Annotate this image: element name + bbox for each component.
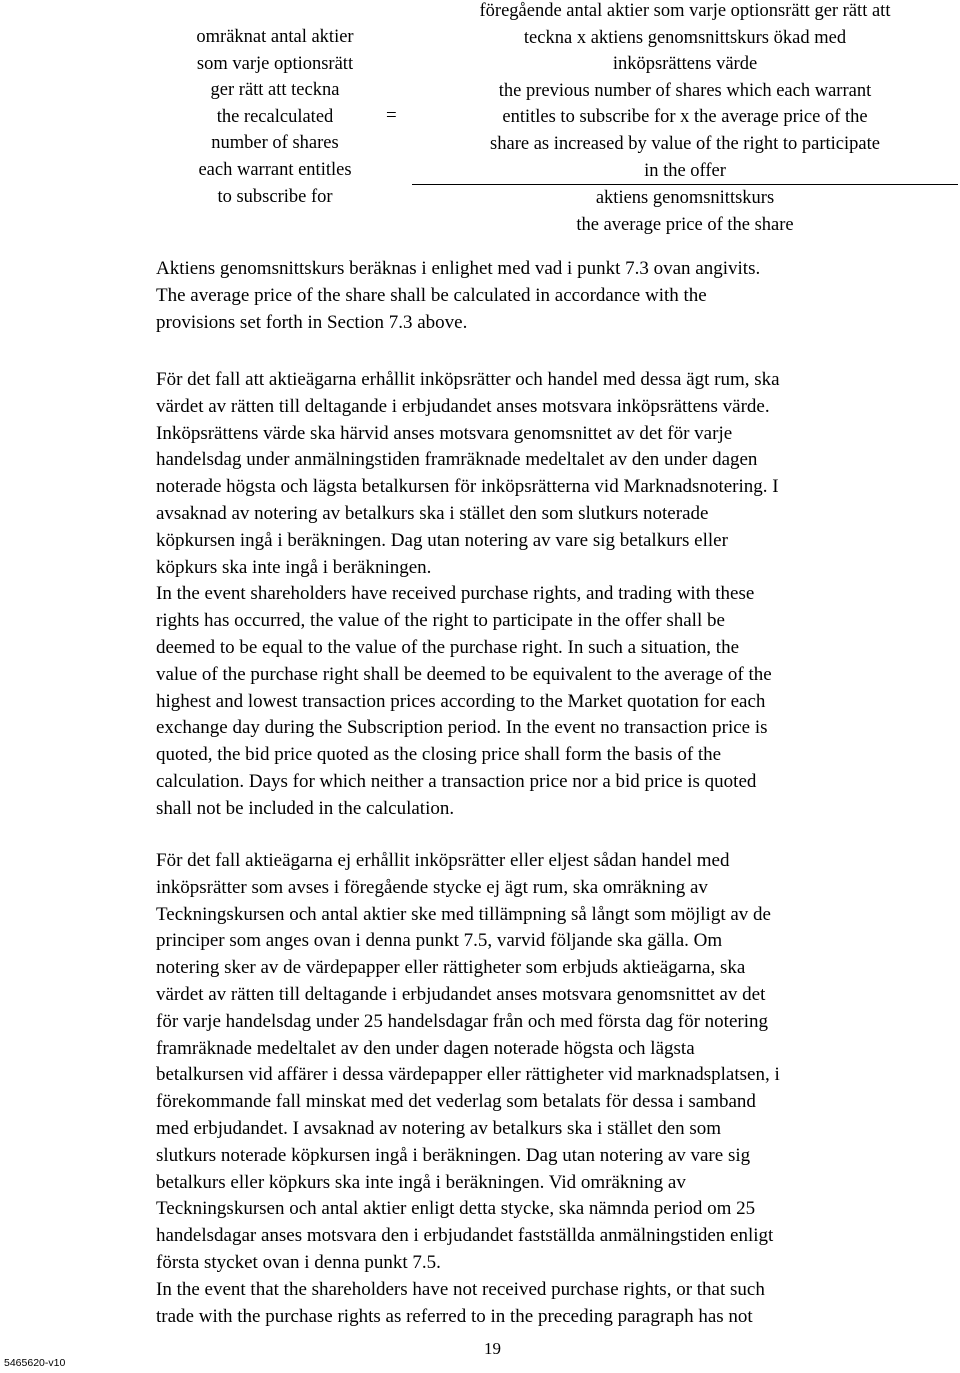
text-line: Aktiens genomsnittskurs beräknas i enlighet med vad i punkt 7.3 ovan angivits.	[156, 258, 761, 279]
equals-sign: =	[386, 105, 397, 126]
text-line: För det fall att aktieägarna erhållit inköpsrätter och handel med dessa ägt rum, ska	[156, 369, 780, 390]
formula-lhs-line: ger rätt att teckna	[210, 80, 340, 101]
formula-lhs-line: to subscribe for	[217, 186, 333, 207]
paragraph-average-price	[156, 256, 946, 336]
formula-denominator-line: aktiens genomsnittskurs	[595, 188, 775, 208]
formula-lhs-line: number of shares	[211, 133, 339, 154]
text-line: betalkurs eller köpkurs ska inte ingå i beräkningen. Vid omräkning av	[156, 1171, 686, 1193]
text-line: provisions set forth in Section 7.3 above.	[156, 311, 468, 333]
formula-lhs-line: omräknat antal aktier	[196, 27, 354, 47]
formula-denominator	[412, 185, 958, 239]
formula-numerator-line: share as increased by value of the right to participate	[490, 133, 880, 154]
text-line: handelsdag under anmälningstiden framräknade medeltalet av den under dagen	[156, 449, 758, 471]
text-line: calculation. Days for which neither a transaction price nor a bid price is quoted	[156, 770, 757, 792]
formula-numerator-line: föregående antal aktier som varje optionsrätt ger rätt att	[479, 1, 891, 21]
formula-numerator-line: teckna x aktiens genomsnittskurs ökad med	[523, 27, 847, 48]
text-line: In the event shareholders have received purchase rights, and trading with these	[156, 583, 755, 605]
text-line: exchange day during the Subscription period. In the event no transaction price is	[156, 717, 768, 739]
paragraph-no-purchase-rights	[156, 848, 946, 1330]
formula-left-side	[140, 24, 410, 210]
text-line: deemed to be equal to the value of the purchase right. In such a situation, the	[156, 636, 740, 658]
text-line: rights has occurred, the value of the right to participate in the offer shall be	[156, 610, 725, 632]
formula-lhs-line: the recalculated	[216, 106, 334, 127]
text-line: principer som anges ovan i denna punkt 7.5, varvid följande ska gälla. Om	[156, 930, 723, 952]
text-line: highest and lowest transaction prices according to the Market quotation for each	[156, 690, 766, 712]
text-line: värdet av rätten till deltagande i erbjudandet anses motsvara genomsnittet av det	[156, 983, 766, 1005]
text-line: framräknade medeltalet av den under dagen noterade högsta och lägsta	[156, 1037, 695, 1059]
text-line: För det fall aktieägarna ej erhållit inköpsrätter eller eljest sådan handel med	[156, 850, 730, 871]
text-line: Teckningskursen och antal aktier ske med tillämpning så långt som möjligt av de	[156, 903, 771, 925]
warrant-recalculation-formula	[0, 0, 960, 250]
text-line: shall not be included in the calculation.	[156, 797, 455, 819]
text-line: köpkurs ska inte ingå i beräkningen.	[156, 556, 432, 578]
text-line: trade with the purchase rights as referred to in the preceding paragraph has not	[156, 1305, 753, 1327]
text-line: med erbjudandet. I avsaknad av notering av betalkurs ska i stället den som	[156, 1117, 722, 1139]
text-line: Inköpsrättens värde ska härvid anses motsvara genomsnittet av det för varje	[156, 422, 733, 444]
paragraph-purchase-rights-traded	[156, 367, 946, 823]
text-line: quoted, the bid price quoted as the closing price shall form the basis of the	[156, 744, 722, 766]
formula-denominator-line: the average price of the share	[576, 215, 794, 235]
text-line: The average price of the share shall be calculated in accordance with the	[156, 284, 707, 306]
text-line: value of the purchase right shall be deemed to be equivalent to the average of the	[156, 663, 772, 685]
formula-numerator-line: the previous number of shares which each warrant	[498, 80, 872, 101]
formula-lhs-line: som varje optionsrätt	[196, 53, 354, 74]
text-line: slutkurs noterade köpkursen ingå i beräkningen. Dag utan notering av vare sig	[156, 1144, 751, 1166]
text-line: avsaknad av notering av betalkurs ska i stället den som slutkurs noterade	[156, 502, 709, 524]
text-line: In the event that the shareholders have not received purchase rights, or that such	[156, 1278, 765, 1300]
text-line: Teckningskursen och antal aktier enligt detta stycke, ska nämnda period om 25	[156, 1198, 756, 1220]
formula-numerator	[412, 0, 958, 184]
text-line: för varje handelsdag under 25 handelsdagar från och med första dag för notering	[156, 1010, 768, 1032]
document-id: 5465620-v10	[4, 1357, 66, 1369]
formula-numerator-line: inköpsrättens värde	[612, 54, 758, 75]
text-line: värdet av rätten till deltagande i erbjudandet anses motsvara inköpsrättens värde.	[156, 395, 770, 417]
page-number: 19	[484, 1339, 501, 1358]
text-line: handelsdagar anses motsvara den i erbjudandet fastställda anmälningstiden enligt	[156, 1225, 774, 1247]
text-line: noterade högsta och lägsta betalkursen för inköpsrätterna vid Marknadsnotering. I	[156, 476, 779, 498]
text-line: köpkursen ingå i beräkningen. Dag utan notering av vare sig betalkurs eller	[156, 529, 728, 551]
text-line: första stycket ovan i denna punkt 7.5.	[156, 1251, 441, 1273]
text-line: notering sker av de värdepapper eller rättigheter som erbjuds aktieägarna, ska	[156, 957, 746, 979]
text-line: förekommande fall minskat med det vederlag som betalats för dessa i samband	[156, 1091, 756, 1113]
formula-numerator-line: entitles to subscribe for x the average price of the	[502, 107, 868, 128]
text-line: inköpsrätter som avses i föregående stycke ej ägt rum, ska omräkning av	[156, 876, 708, 898]
formula-lhs-line: each warrant entitles	[198, 159, 352, 180]
text-line: betalkursen vid affärer i dessa värdepapper eller rättigheter vid marknadsplatsen, i	[156, 1064, 780, 1086]
formula-numerator-line: in the offer	[644, 160, 726, 181]
